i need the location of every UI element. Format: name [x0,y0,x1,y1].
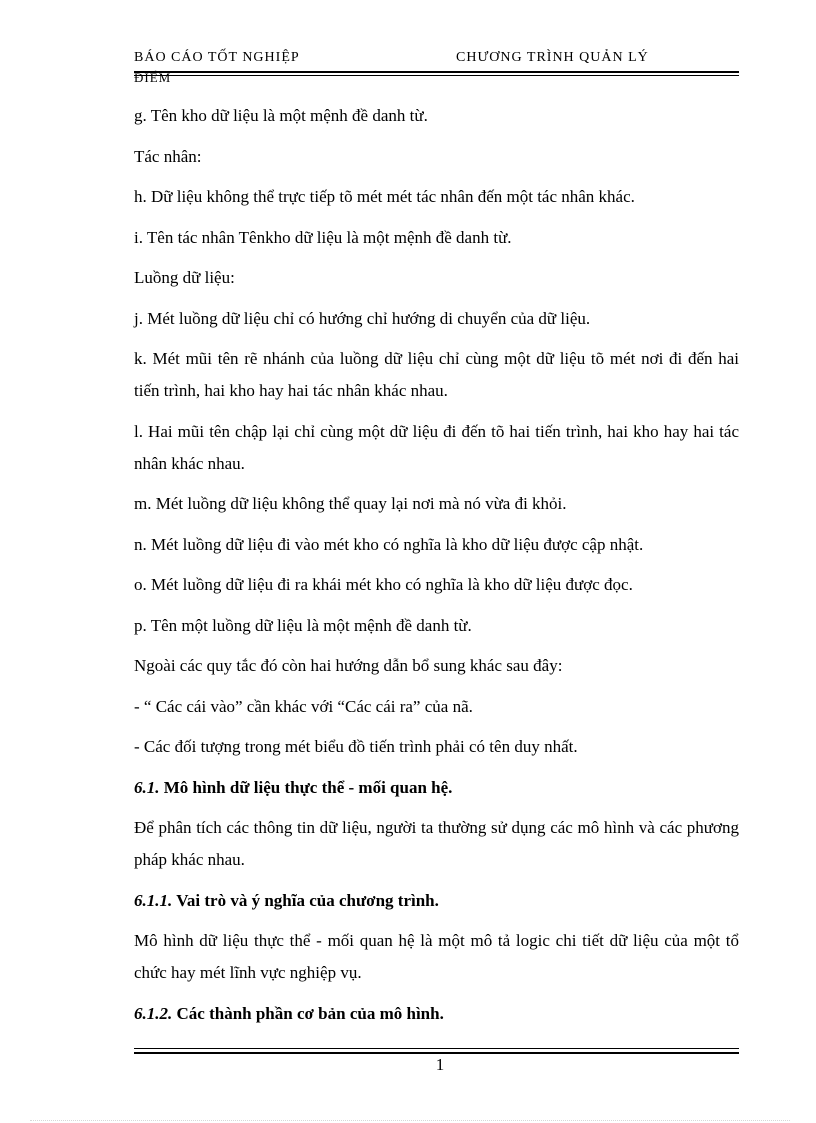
section-title: Các thành phần cơ bản của mô hình. [176,1003,444,1023]
paragraph: Để phân tích các thông tin dữ liệu, người ta thường sử dụng các mô hình và các phương pháp khác nhau. [134,818,739,869]
footer-rule-thin [134,1048,739,1049]
header-rule-thin [134,75,739,76]
paragraph: p. Tên một luồng dữ liệu là một mệnh đề danh từ. [134,615,472,635]
paragraph: h. Dữ liệu không thể trực tiếp tõ mét mét tác nhân đến một tác nhân khác. [134,187,635,206]
section-heading [134,772,739,804]
section-heading [134,998,739,1030]
paragraph: j. Mét luồng dữ liệu chỉ có hướng chỉ hướng di chuyển của dữ liệu. [134,308,591,328]
paragraph: g. Tên kho dữ liệu là một mệnh đề danh từ. [134,106,428,125]
paragraph: o. Mét luồng dữ liệu đi ra khái mét kho có nghĩa là kho dữ liệu được đọc. [134,575,633,594]
paragraph: m. Mét luồng dữ liệu không thể quay lại nơi mà nó vừa đi khỏi. [134,494,567,513]
section-title: Mô hình dữ liệu thực thể - mối quan hệ. [163,777,453,797]
paragraph: Luồng dữ liệu: [134,268,235,287]
document-body [134,100,739,1038]
footer-rule-thick [134,1052,739,1054]
header-program-title-continued: ĐIỂM [134,70,172,85]
header-program-title: CHƯƠNG TRÌNH QUẢN LÝ [456,50,649,65]
section-number: 6.1.2. [134,1003,173,1023]
page-number: 1 [435,1055,445,1074]
paragraph: k. Mét mũi tên rẽ nhánh của luồng dữ liệu chỉ cùng một dữ liệu tõ mét nơi đi đến hai tiến trình, hai kho hay hai tác nhân khác nhau. [134,349,739,400]
section-number: 6.1.1. [134,890,173,910]
paragraph: n. Mét luồng dữ liệu đi vào mét kho có nghĩa là kho dữ liệu được cập nhật. [134,534,644,554]
paragraph: l. Hai mũi tên chập lại chỉ cùng một dữ liệu đi đến tõ hai tiến trình, hai kho hay hai tác nhân khác nhau. [134,421,739,473]
section-number: 6.1. [134,777,160,797]
paragraph: - “ Các cái vào” cần khác với “Các cái ra” của nã. [134,696,473,716]
paragraph: - Các đối tượng trong mét biểu đồ tiến trình phải có tên duy nhất. [134,737,578,756]
paragraph: Ngoài các quy tắc đó còn hai hướng dẫn bổ sung khác sau đây: [134,656,563,675]
paragraph: Mô hình dữ liệu thực thể - mối quan hệ là một mô tả logic chi tiết dữ liệu của một tổ chức hay mét lĩnh vực nghiệp vụ. [134,931,739,982]
header-report-title: BÁO CÁO TỐT NGHIỆP [134,50,300,65]
page-edge-divider [30,1120,790,1121]
paragraph: i. Tên tác nhân Tênkho dữ liệu là một mệnh đề danh từ. [134,227,512,247]
section-title: Vai trò và ý nghĩa của chương trình. [176,890,439,910]
paragraph: Tác nhân: [134,146,202,166]
section-heading [134,885,739,917]
header-rule-thick [134,71,739,73]
